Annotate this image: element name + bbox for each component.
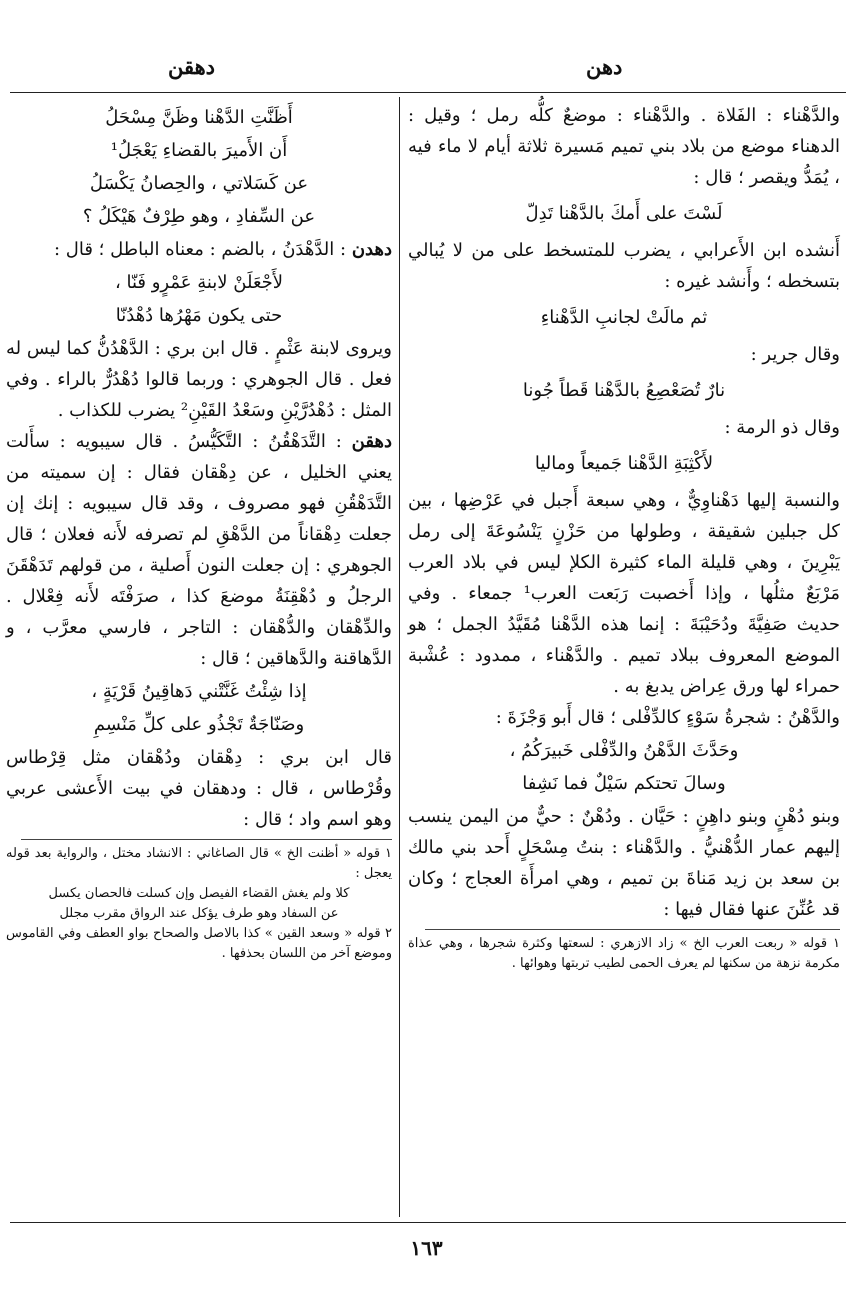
verse: وسالَ تحتكم سَيْلٌ فما نَشِفا [522,773,726,794]
right-column [408,100,840,974]
verse: حتى يكون مَهْرُها دُهْدُنّا [115,305,283,326]
entry-headword: دهقن [351,431,392,452]
column-divider [399,97,400,1217]
entry-paragraph [6,426,392,674]
entry-paragraph [6,234,392,265]
paragraph: ويروى لابنة عَثْمٍ . قال ابن بري : الدَّهْدُنُّ كما ليس له فعل . قال الجوهري : وربما قالوا دُهْدُرٌّ بالراء . وفي المثل : دُهْدُرَّيْنِ وسَعْدُ القَيْنِ² يضرب للكذاب . [6,338,392,421]
page-number: ١٦٣ [410,1236,443,1260]
paragraph: وقال جرير : [750,344,840,365]
paragraph: وقال ذو الرمة : [724,417,840,438]
entry-text: : التَّدَهْقُنُ : التَّكَيُّسُ . قال سيبويه : سأَلت يعني الخليل ، عن دِهْقان فقال : إن سميته من التَّدَهْقُنِ فهو مصروف ، وقد قال سيبويه : إنك إن جعلت دِهْقاناً من الدَّهْقِ لم تصرفه لأَنه فعلان ؛ قال الجوهري : إن جعلت النون أَصلية ، من قولهم تَدَهْقَنَ الرجلُ و دُهْقِنَةُ موضعَ كذا ، صرَفْتَه لأَنه فِعْلال . والدِّهْقان والدُّهْقان : التاجر ، فارسي معرَّب ، و الدَّهاقنة والدَّهاقين ؛ قال : [6,431,392,669]
paragraph: والدَّهْنُ : شجرةُ سَوْءٍ كالدِّفْلى ؛ قال أَبو وَجْزَةَ : [495,707,840,728]
paragraph: وبنو دُهْنٍ وبنو داهِنٍ : حَيَّان . ودُهْنٌ : حيٌّ من اليمن ينسب إليهم عمار الدُّهْنيُّ . والدَّهْناء : بنتُ مِسْحَلٍ أَحد بني مالك بن سعد بن زيد مَناةَ بن تميم ، وهي امرأَة العجاج ؛ وكان قد عُنِّنَ عنها فقال فيها : [408,806,840,920]
header-right-word: دهن [586,54,623,79]
verse: لأَكْثِبَةِ الدَّهْنا جَميعاً وماليا [534,453,714,474]
verse: أَن الأَميرَ بالقضاءِ يَعْجَلُ¹ [110,140,288,161]
verse: لَسْتَ على أَمكَ بالدَّهْنا تَدِلّ [525,203,723,224]
header-rule [10,92,846,93]
footer-rule [10,1222,846,1223]
left-column [6,100,392,964]
paragraph: والدَّهْناء : الفَلاة . والدَّهْناء : موضعٌ كلُّه رمل ؛ وقيل : الدهناء موضع من بلاد بني تميم مَسيرة ثلاثة أيام لا ماء فيه ، يُمَدُّ ويقصر ؛ قال : [408,105,840,188]
footnote-rule [425,929,840,930]
verse: أَظَنَّتِ الدَّهْنا وظَنَّ مِسْحَلُ [105,107,293,128]
verse: عن كَسَلاتي ، والحِصانُ يَكْسَلُ [89,173,309,194]
footnote: ١ قوله « ربعت العرب الخ » زاد الازهري : لسعتها وكثرة شجرها ، وهي عذاة مكرمة نزهة من سكنها لم يعرف الحمى لطيب تربتها وهوائها . [408,936,840,971]
paragraph: والنسبة إليها دَهْناوِيٌّ ، وهي سبعة أَجبل في عَرْضِها ، بين كل جبلين شقيقة ، وطولها من حَزْنٍ يَنْسُوعَةَ إلى رمل يَبْرِينَ ، وهي قليلة الماء كثيرة الكلإ ليس في بلاد العرب مَرْبَعٌ مثلُها ، وإذا أَخصبت رَبَعت العرب¹ جمعاء . وفي حديث صَفِيَّةَ ودُحَيْبَةَ : إنما هذه الدَّهْنا مُقَيَّدُ الجمل ؛ هو الموضع المعروف ببلاد تميم . والدَّهْناء ، ممدود : عُشْبة حمراء لها ورق عِراض يدبغ به . [408,490,841,697]
entry-headword: دهدن [351,239,392,260]
entry-text: : الدَّهْدَنُ ، بالضم : معناه الباطل ؛ قال : [54,239,352,260]
footnote-verse: كلا ولم يغش القضاء الفيصل وإن كسلت فالحصان يكسل [48,886,350,901]
footnote-rule [21,839,392,840]
page-header [0,54,853,84]
footnote: ١ قوله « أظنت الخ » قال الصاغاني : الانشاد مختل ، والرواية بعد قوله يعجل : [6,846,392,881]
verse: عن السِّفادِ ، وهو طِرْفٌ هَيْكَلُ ؟ [82,206,316,227]
verse: وحَدَّثَ الدَّهْنُ والدِّفْلى خَبيرَكُمُ ، [509,740,739,761]
paragraph: قال ابن بري : دِهْقان ودُهْقان مثل قِرْطاس وقُرْطاس ، قال : ودهقان في بيت الأَعشى عربي وهو اسم واد ؛ قال : [6,747,392,830]
paragraph: أَنشده ابن الأَعرابي ، يضرب للمتسخط على من لا يُبالي بتسخطه ؛ وأَنشد غيره : [408,240,840,292]
verse: وصَنّاجَةٌ تَجْذُو على كلِّ مَنْسِمِ [93,714,305,735]
verse: ثم مالَتْ لجانبِ الدَّهْناءِ [540,307,708,328]
header-left-word: دهقن [168,54,216,79]
footnote-verse: عن السفاد وهو طرف يؤكل عند الرواق مقرب مجلل [59,906,339,921]
verse: لأَجْعَلَنْ لابنةِ عَمْرٍو فَنّا ، [114,272,284,293]
footnote: ٢ قوله « وسعد القين » كذا بالاصل والصحاح بواو العطف وفي القاموس وموضع آخر من اللسان بحذفها . [6,926,392,961]
verse: نارٌ تُصَعْصِعُ بالدَّهْنا قَطاً جُونا [522,380,726,401]
verse: إذا شِئْتُ غَنَّتْني دَهاقِينُ قَرْيَةٍ ، [91,681,307,702]
